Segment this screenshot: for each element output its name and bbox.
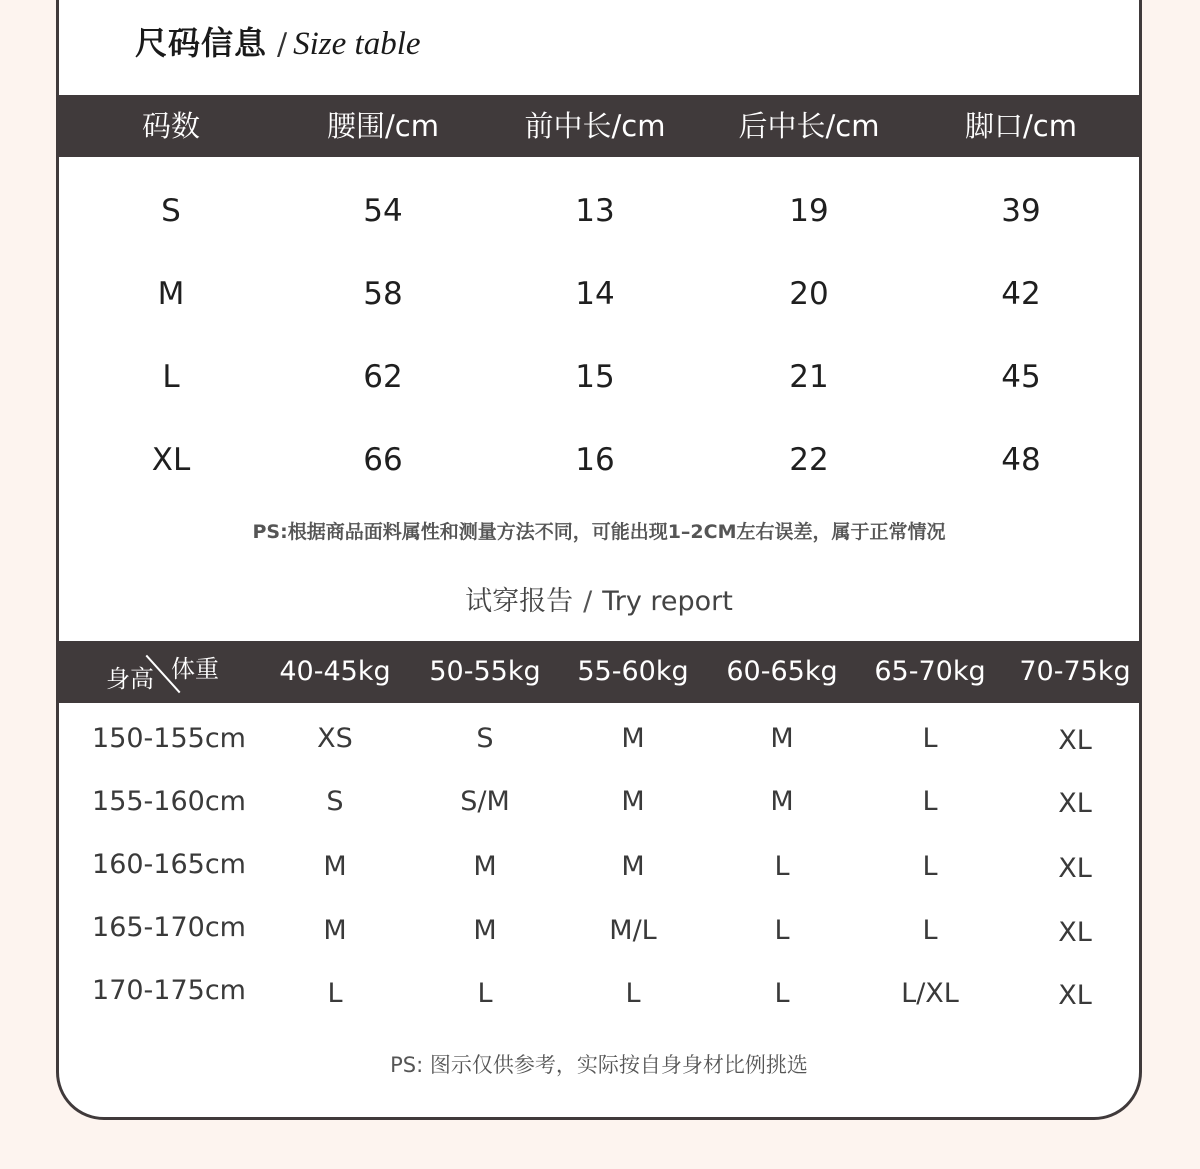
fit-cell: XL	[1058, 788, 1092, 819]
fit-cell: XL	[1058, 853, 1092, 884]
weight-header: 65-70kg	[874, 656, 986, 687]
size-card	[56, 0, 1142, 1120]
fit-cell: L	[774, 915, 790, 946]
fit-cell: L	[477, 978, 493, 1009]
header-front-length: 前中长/cm	[524, 109, 666, 143]
fit-cell: L	[774, 851, 790, 882]
fit-cell: M/L	[609, 915, 657, 946]
fit-cell: L/XL	[901, 978, 959, 1009]
header-size: 码数	[141, 109, 201, 143]
fit-cell: L	[625, 978, 641, 1009]
fit-cell: M	[473, 851, 497, 882]
try-report-title	[59, 579, 1139, 618]
weight-header: 55-60kg	[577, 656, 689, 687]
header-hem: 脚口/cm	[965, 109, 1077, 143]
fit-cell: L	[774, 978, 790, 1009]
fit-cell: S	[326, 786, 344, 817]
back-length-cell: 20	[789, 276, 829, 312]
front-length-cell: 14	[575, 276, 615, 312]
back-length-cell: 21	[789, 359, 829, 395]
fit-cell: XL	[1058, 725, 1092, 756]
try-table-header	[59, 641, 1139, 703]
front-length-cell: 15	[575, 359, 615, 395]
waist-cell: 54	[363, 193, 403, 229]
fit-cell: S	[476, 723, 494, 754]
size-note: PS:根据商品面料属性和测量方法不同，可能出现1–2CM左右误差，属于正常情况	[252, 521, 946, 543]
header-waist: 腰围/cm	[327, 109, 439, 143]
fit-cell: XS	[317, 723, 353, 754]
fit-cell: L	[922, 915, 938, 946]
height-cell: 160-165cm	[92, 849, 246, 880]
size-title-cn: 尺码信息	[135, 24, 268, 62]
height-cell: 165-170cm	[92, 912, 246, 943]
fit-cell: L	[922, 851, 938, 882]
hem-cell: 42	[1001, 276, 1041, 312]
waist-cell: 62	[363, 359, 403, 395]
height-cell: 155-160cm	[92, 786, 246, 817]
size-title-separator: /	[277, 27, 288, 62]
corner-height-label: 身高	[106, 665, 154, 693]
weight-header: 40-45kg	[279, 656, 391, 687]
fit-cell: M	[770, 723, 794, 754]
fit-cell: M	[621, 723, 645, 754]
size-table-header	[59, 95, 1139, 157]
size-title-en: Size table	[293, 26, 421, 62]
size-cell: M	[157, 276, 185, 312]
waist-cell: 58	[363, 276, 403, 312]
height-cell: 170-175cm	[92, 975, 246, 1006]
weight-header: 50-55kg	[429, 656, 541, 687]
header-back-length: 后中长/cm	[738, 109, 880, 143]
hem-cell: 45	[1001, 359, 1041, 395]
corner-weight-label: 体重	[171, 655, 219, 683]
try-title-en: Try report	[602, 586, 733, 617]
fit-cell: M	[323, 915, 347, 946]
size-table-title	[135, 21, 421, 65]
front-length-cell: 16	[575, 442, 615, 478]
fit-cell: M	[621, 851, 645, 882]
size-cell: S	[161, 193, 181, 229]
fit-cell: M	[770, 786, 794, 817]
try-title-separator: /	[583, 586, 593, 617]
back-length-cell: 22	[789, 442, 829, 478]
fit-cell: M	[473, 915, 497, 946]
waist-cell: 66	[363, 442, 403, 478]
hem-cell: 39	[1001, 193, 1041, 229]
try-title-cn: 试穿报告	[465, 586, 574, 617]
fit-cell: L	[327, 978, 343, 1009]
fit-cell: XL	[1058, 917, 1092, 948]
weight-header: 70-75kg	[1019, 656, 1131, 687]
fit-cell: S/M	[460, 786, 510, 817]
fit-cell: XL	[1058, 980, 1092, 1011]
try-note: PS: 图示仅供参考，实际按自身身材比例挑选	[390, 1053, 808, 1077]
fit-cell: M	[323, 851, 347, 882]
weight-header: 60-65kg	[726, 656, 838, 687]
fit-cell: L	[922, 723, 938, 754]
height-cell: 150-155cm	[92, 723, 246, 754]
hem-cell: 48	[1001, 442, 1041, 478]
fit-cell: L	[922, 786, 938, 817]
front-length-cell: 13	[575, 193, 615, 229]
fit-cell: M	[621, 786, 645, 817]
size-cell: L	[162, 359, 180, 395]
height-weight-corner	[59, 641, 259, 703]
size-cell: XL	[151, 442, 191, 478]
back-length-cell: 19	[789, 193, 829, 229]
